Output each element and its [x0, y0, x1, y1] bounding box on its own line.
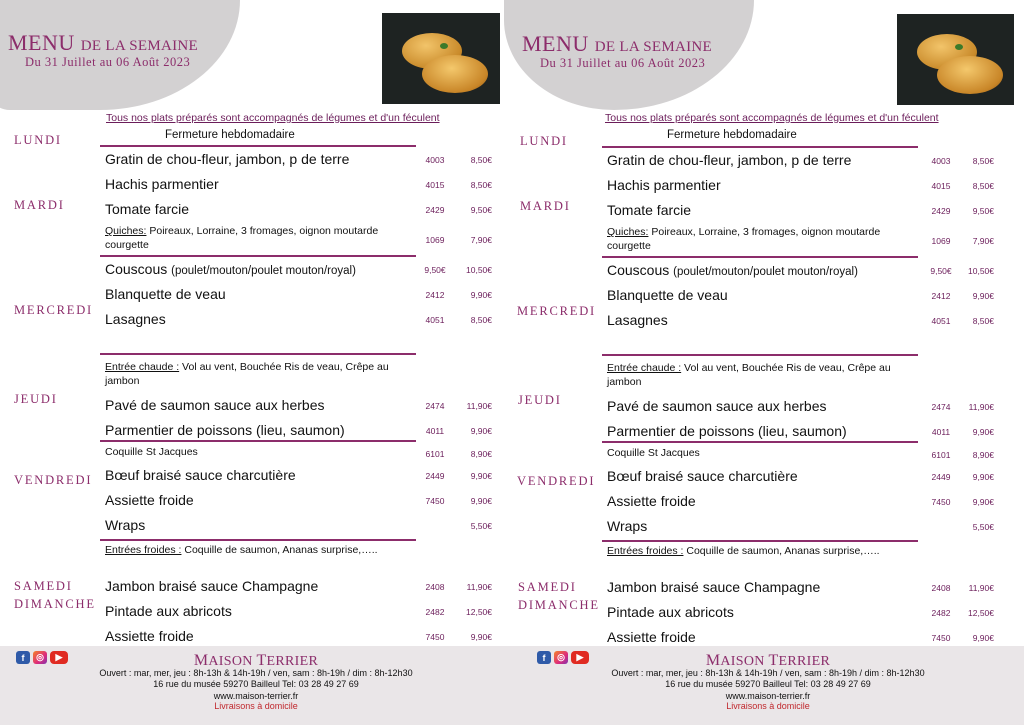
delivery-note: Livraisons à domicile — [726, 701, 810, 711]
opening-hours: Ouvert : mar, mer, jeu : 8h-13h & 14h-19h / ven, sam : 8h-19h / dim : 8h-12h30 — [611, 668, 925, 678]
day-mercredi: MERCREDI — [517, 304, 596, 318]
item-price: 9,90€ — [470, 290, 492, 300]
menu-item: Hachis parmentier — [105, 176, 219, 192]
address: 16 rue du musée 59270 Bailleul Tel: 03 28 49 27 69 — [153, 679, 359, 689]
item-code: 2474 — [931, 402, 951, 412]
day-lundi: LUNDI — [520, 134, 568, 148]
item-code: 1069 — [931, 236, 951, 246]
menu-item: Quiches: Poireaux, Lorraine, 3 fromages, oignon moutarde courgette — [105, 225, 379, 251]
item-price: 9,90€ — [972, 633, 994, 643]
menu-note: Tous nos plats préparés sont accompagnés de légumes et d'un féculent — [605, 112, 939, 124]
item-code: 7450 — [931, 497, 951, 507]
delivery-note: Livraisons à domicile — [214, 701, 298, 711]
item-code: 4015 — [425, 180, 445, 190]
menu-item: Bœuf braisé sauce charcutière — [607, 468, 798, 484]
item-price: 9,90€ — [972, 427, 994, 437]
item-code: 1069 — [425, 235, 445, 245]
item-code: 9,50€ — [424, 265, 446, 275]
item-code: 4011 — [425, 426, 445, 436]
item-code: 2429 — [931, 206, 951, 216]
item-code: 2474 — [425, 401, 445, 411]
item-price: 11,90€ — [968, 583, 994, 593]
menu-item: Entrée chaude : Vol au vent, Bouchée Ris de veau, Crêpe au jambon — [105, 361, 389, 387]
menu-item: Lasagnes — [607, 312, 668, 328]
item-price: 8,90€ — [972, 450, 994, 460]
item-price: 9,50€ — [972, 206, 994, 216]
item-price: 5,50€ — [972, 522, 994, 532]
item-price: 12,50€ — [968, 608, 994, 618]
instagram-icon[interactable]: ◎ — [33, 651, 47, 664]
instagram-icon[interactable]: ◎ — [554, 651, 568, 664]
divider — [100, 353, 416, 355]
menu-item: Entrées froides : Coquille de saumon, Ananas surprise,….. — [607, 545, 880, 557]
menu-item: Hachis parmentier — [607, 177, 721, 193]
item-price: 11,90€ — [466, 401, 492, 411]
item-code: 4003 — [425, 155, 445, 165]
day-dimanche: DIMANCHE — [14, 597, 96, 611]
menu-item: Coquille St Jacques — [105, 446, 198, 458]
menu-item: Couscous (poulet/mouton/poulet mouton/royal) — [607, 262, 858, 278]
item-code: 2408 — [931, 583, 951, 593]
day-mercredi: MERCREDI — [14, 303, 93, 317]
item-code: 4011 — [931, 427, 951, 437]
item-price: 8,50€ — [470, 155, 492, 165]
item-code: 6101 — [931, 450, 951, 460]
divider — [602, 441, 918, 443]
item-price: 8,50€ — [470, 315, 492, 325]
menu-item: Gratin de chou-fleur, jambon, p de terre — [105, 151, 350, 167]
day-samedi: SAMEDI — [518, 580, 577, 594]
closure-text: Fermeture hebdomadaire — [165, 129, 295, 141]
menu-item: Pavé de saumon sauce aux herbes — [607, 398, 827, 414]
address: 16 rue du musée 59270 Bailleul Tel: 03 28 49 27 69 — [665, 679, 871, 689]
website-link[interactable]: www.maison-terrier.fr — [725, 691, 811, 701]
day-samedi: SAMEDI — [14, 579, 73, 593]
menu-item: Entrées froides : Coquille de saumon, Ananas surprise,….. — [105, 544, 378, 556]
closure-text: Fermeture hebdomadaire — [667, 129, 797, 141]
menu-title: MENU DE LA SEMAINE — [522, 31, 713, 56]
menu-item: Parmentier de poissons (lieu, saumon) — [105, 422, 345, 438]
youtube-icon[interactable]: ▶ — [571, 651, 589, 664]
menu-dates: Du 31 Juillet au 06 Août 2023 — [25, 55, 191, 69]
menu-item: Blanquette de veau — [105, 286, 226, 302]
item-code: 2449 — [931, 472, 951, 482]
item-code: 2449 — [425, 471, 445, 481]
item-code: 2429 — [425, 205, 445, 215]
item-price: 9,90€ — [972, 291, 994, 301]
menu-item: Jambon braisé sauce Champagne — [607, 579, 821, 595]
day-mardi: MARDI — [14, 198, 65, 212]
day-lundi: LUNDI — [14, 133, 62, 147]
facebook-icon[interactable]: f — [16, 651, 30, 664]
item-code: 7450 — [931, 633, 951, 643]
item-code: 7450 — [425, 632, 445, 642]
menu-item: Assiette froide — [105, 492, 194, 508]
divider — [100, 255, 416, 257]
menu-item: Tomate farcie — [105, 201, 190, 217]
item-price: 9,90€ — [972, 472, 994, 482]
item-price: 9,90€ — [470, 496, 492, 506]
menu-item: Tomate farcie — [607, 202, 692, 218]
day-mardi: MARDI — [520, 199, 571, 213]
item-price: 11,90€ — [466, 582, 492, 592]
menu-item: Wraps — [607, 518, 648, 534]
menu-item: Pavé de saumon sauce aux herbes — [105, 397, 325, 413]
item-price: 8,50€ — [972, 156, 994, 166]
item-price: 8,50€ — [470, 180, 492, 190]
day-jeudi: JEUDI — [14, 392, 58, 406]
menu-item: Quiches: Poireaux, Lorraine, 3 fromages, oignon moutarde courgette — [607, 226, 881, 252]
menu-item: Jambon braisé sauce Champagne — [105, 578, 319, 594]
menu-panel-right — [512, 0, 1024, 725]
item-code: 2482 — [425, 607, 445, 617]
item-price: 8,90€ — [470, 449, 492, 459]
item-code: 4051 — [425, 315, 445, 325]
menu-item: Coquille St Jacques — [607, 447, 700, 459]
menu-item: Entrée chaude : Vol au vent, Bouchée Ris de veau, Crêpe au jambon — [607, 362, 891, 388]
menu-note: Tous nos plats préparés sont accompagnés de légumes et d'un féculent — [106, 112, 440, 124]
menu-item: Assiette froide — [105, 628, 194, 644]
menu-item: Gratin de chou-fleur, jambon, p de terre — [607, 152, 852, 168]
item-price: 12,50€ — [466, 607, 492, 617]
item-price: 9,90€ — [470, 471, 492, 481]
item-price: 9,90€ — [470, 632, 492, 642]
facebook-icon[interactable]: f — [537, 651, 551, 664]
item-price: 9,90€ — [972, 497, 994, 507]
menu-item: Pintade aux abricots — [105, 603, 232, 619]
divider — [100, 440, 416, 442]
divider — [602, 354, 918, 356]
item-price: 7,90€ — [470, 235, 492, 245]
brand-name: MAISON TERRIER — [705, 652, 831, 669]
item-price: 8,50€ — [972, 316, 994, 326]
brand-name: MAISON TERRIER — [193, 652, 319, 669]
dish-photo — [897, 14, 1014, 105]
item-code: 2412 — [425, 290, 445, 300]
menu-item: Parmentier de poissons (lieu, saumon) — [607, 423, 847, 439]
dish-photo — [382, 13, 500, 104]
item-price: 5,50€ — [470, 521, 492, 531]
menu-item: Assiette froide — [607, 629, 696, 645]
item-price: 10,50€ — [466, 265, 492, 275]
menu-item: Blanquette de veau — [607, 287, 728, 303]
menu-item: Assiette froide — [607, 493, 696, 509]
item-price: 10,50€ — [968, 266, 994, 276]
day-jeudi: JEUDI — [518, 393, 562, 407]
item-price: 11,90€ — [968, 402, 994, 412]
item-price: 9,50€ — [470, 205, 492, 215]
day-vendredi: VENDREDI — [517, 474, 596, 488]
menu-item: Bœuf braisé sauce charcutière — [105, 467, 296, 483]
website-link[interactable]: www.maison-terrier.fr — [213, 691, 299, 701]
item-price: 7,90€ — [972, 236, 994, 246]
youtube-icon[interactable]: ▶ — [50, 651, 68, 664]
item-code: 2412 — [931, 291, 951, 301]
menu-item: Pintade aux abricots — [607, 604, 734, 620]
item-code: 4003 — [931, 156, 951, 166]
item-code: 2482 — [931, 608, 951, 618]
item-price: 9,90€ — [470, 426, 492, 436]
item-code: 6101 — [425, 449, 445, 459]
divider — [100, 145, 416, 147]
day-dimanche: DIMANCHE — [518, 598, 600, 612]
item-code: 4051 — [931, 316, 951, 326]
opening-hours: Ouvert : mar, mer, jeu : 8h-13h & 14h-19h / ven, sam : 8h-19h / dim : 8h-12h30 — [99, 668, 413, 678]
item-price: 8,50€ — [972, 181, 994, 191]
footer — [512, 646, 1024, 725]
item-code: 9,50€ — [930, 266, 952, 276]
menu-item: Couscous (poulet/mouton/poulet mouton/royal) — [105, 261, 356, 277]
divider — [602, 146, 918, 148]
footer — [0, 646, 512, 725]
menu-item: Wraps — [105, 517, 146, 533]
menu-title: MENU DE LA SEMAINE — [8, 30, 199, 55]
item-code: 4015 — [931, 181, 951, 191]
day-vendredi: VENDREDI — [14, 473, 93, 487]
item-code: 2408 — [425, 582, 445, 592]
item-code: 7450 — [425, 496, 445, 506]
divider — [100, 539, 416, 541]
menu-dates: Du 31 Juillet au 06 Août 2023 — [540, 56, 706, 70]
divider — [602, 540, 918, 542]
menu-item: Lasagnes — [105, 311, 166, 327]
divider — [602, 256, 918, 258]
